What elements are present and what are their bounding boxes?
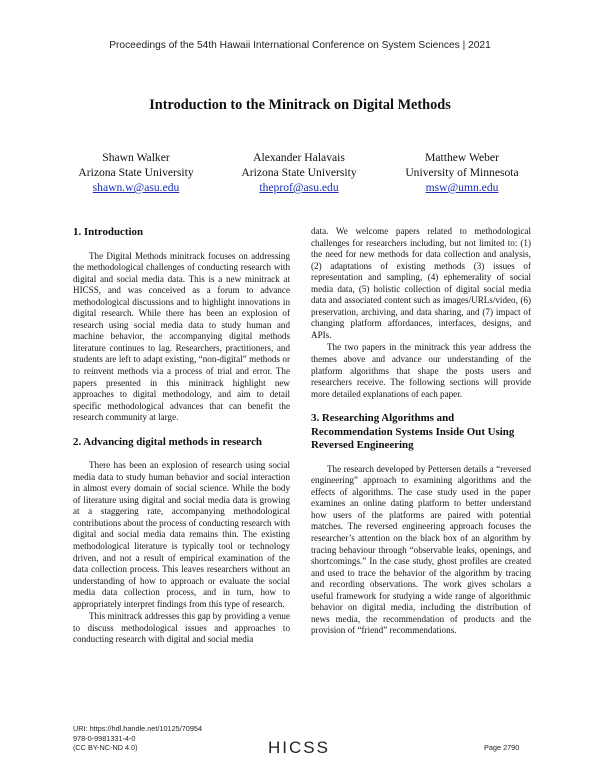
hicss-logo: HICSS — [268, 738, 330, 757]
author-affiliation: University of Minnesota — [405, 166, 519, 179]
author-name: Alexander Halavais — [253, 151, 345, 164]
author-block-2 — [209, 150, 389, 195]
author-affiliation: Arizona State University — [241, 166, 357, 179]
paragraph: The two papers in the minitrack this year address the themes above and advance our understanding of the platform algorithms that shape the posts users and researchers receive. The following sections will provide more detailed explanations of each paper. — [311, 342, 531, 399]
left-column — [73, 226, 290, 646]
author-affiliation: Arizona State University — [78, 166, 194, 179]
footer-uri: URI: https://hdl.handle.net/10125/70954 — [73, 724, 203, 733]
paragraph: The Digital Methods minitrack focuses on addressing the methodological challenges of conducting research with digital and social media data. This is a new minitrack at HICSS, and was conceived as a forum to advance methodological discussions and to highlight innovations in digital research. While there has been an explosion of research using social media data to study human and machine behavior, the accompanying digital methods literature continues to lag. Researchers, practitioners, and students are left to adapt existing, “non-digital” methods or to reinvent methods via a process of trial and error. The papers presented in this minitrack highlight new approaches to digital methodology, and aim to detail specific methodological advances that can benefit the research community at large. — [73, 250, 290, 423]
page-number: Page 2790 — [484, 743, 520, 752]
paragraph: This minitrack addresses this gap by providing a venue to discuss methodological issues and approaches to conducting research with digital and social media — [73, 611, 290, 645]
paragraph: The research developed by Pettersen details a “reversed engineering” approach to examining algorithms and the effects of algorithms. The case study used in the paper examines an online dating platform to better understand how users of the platforms are paired with potential matches. The reversed engineering approach focuses the researcher’s attention on the black box of an algorithm by tracing behaviour through “observable leaks, openings, and shortcomings.” In the case study, ghost profiles are created and used to trace the behavior of the algorithm by tracing and recording observations. The work gives scholars a useful framework for studying a wide range of algorithmic behavior on digital media, including the distribution of news media, the recommendation of products and the provision of “friend” recommendations. — [311, 463, 531, 636]
footer-license: (CC BY-NC-ND 4.0) — [73, 743, 138, 752]
paper-title: Introduction to the Minitrack on Digital Methods — [149, 97, 451, 113]
paragraph: There has been an explosion of research using social media data to study human behavior and social interaction in almost every domain of social science. While the body of literature using digital and social media data is growing at a staggering rate, accompanying methodological contributions about the process of conducting research with digital and social media data remains thin. The existing methodological literature is typically tool or technology driven, and not a result of empirical examination of the data collection process. This leaves researchers without an understanding of how to approach or evaluate the social media data collection process, and in turn, how to appropriately interpret findings from this type of research. — [73, 460, 290, 609]
author-name: Shawn Walker — [102, 151, 170, 164]
proceedings-header: Proceedings of the 54th Hawaii International Conference on System Sciences | 2021 — [109, 40, 491, 51]
section-heading: 2. Advancing digital methods in research — [73, 435, 262, 448]
right-column — [311, 226, 531, 637]
author-block-3 — [372, 150, 552, 195]
section-heading: 3. Researching Algorithms and Recommendation Systems Inside Out Using Reversed Engineering — [311, 412, 515, 452]
footer-isbn: 978-0-9981331-4-0 — [73, 733, 136, 743]
paragraph: data. We welcome papers related to methodological challenges for researchers including, but not limited to: (1) the need for new methods for data collection and analysis, (2) adaptations of existing methods (3) issues of representation and sampling, (4) ephemerality of social media data, (5) holistic collection of digital social media data and associated content such as images/URLs/video, (6) preservation, archiving, and data sharing, and (7) impact of changing platform affordances, interfaces, designs, and APIs. — [311, 226, 531, 340]
author-email-link[interactable]: theprof@asu.edu — [259, 181, 339, 194]
author-block-1 — [46, 150, 226, 195]
author-name: Matthew Weber — [425, 151, 499, 164]
author-email-link[interactable]: shawn.w@asu.edu — [92, 181, 180, 194]
author-email-link[interactable]: msw@umn.edu — [425, 181, 499, 194]
footer-metadata — [73, 724, 202, 753]
section-heading: 1. Introduction — [73, 226, 143, 238]
